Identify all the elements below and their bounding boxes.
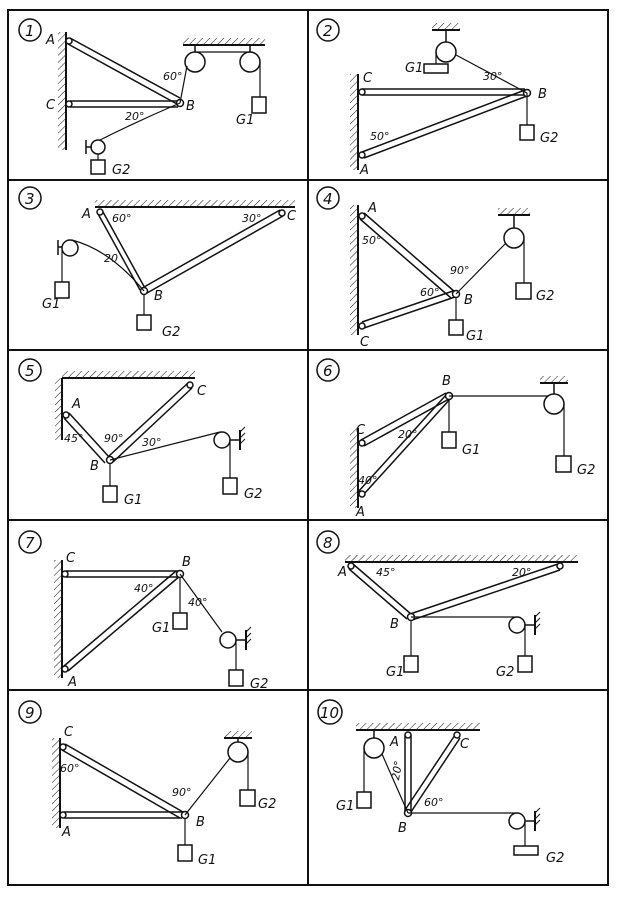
angle-label: 20° [125,110,145,123]
label-b: B [464,293,473,308]
label-g1: G1 [336,799,355,814]
label-g2: G2 [250,677,269,692]
angle-label: 20 [104,252,118,265]
angle-label: 50° [370,130,390,143]
label-g2: G2 [244,487,263,502]
rod-cb [66,571,178,577]
angle-label: 30° [242,212,262,225]
angle-label: 60° [112,212,132,225]
label-b: B [182,555,191,570]
weight-g2 [223,478,237,494]
label-c: C [460,737,470,752]
label-c: C [46,98,56,113]
label-g2: G2 [112,163,131,178]
svg-text:4: 4 [323,190,333,208]
label-b: B [390,617,399,632]
panel-number [19,531,41,553]
label-g2: G2 [258,797,277,812]
panel-number [317,359,339,381]
panel-3 [19,187,297,340]
label-a: A [356,505,365,520]
label-g1: G1 [42,297,61,312]
angle-label: 45° [376,566,396,579]
wall-hatch [58,32,66,150]
label-b: B [538,87,547,102]
angle-label: 90° [104,432,124,445]
weight-g1 [442,432,456,448]
weight-g1 [357,792,371,808]
svg-text:7: 7 [25,534,35,552]
weight-g2 [137,315,151,330]
panel-8 [317,531,578,680]
svg-text:10: 10 [320,704,340,722]
label-a: A [62,825,71,840]
panel-10 [318,700,564,866]
angle-label: 40° [358,474,378,487]
weight-g1 [252,97,266,113]
panel-number [19,19,41,41]
label-b: B [442,374,451,389]
label-g2: G2 [536,289,555,304]
angle-label: 40° [188,596,208,609]
pulley-3 [91,140,105,154]
weight-g2 [229,670,243,686]
panel-number [19,187,41,209]
panel-9 [19,701,276,868]
label-g1: G1 [198,853,217,868]
panel-number [317,187,339,209]
weight-g2 [91,160,105,174]
angle-label: 45° [64,432,84,445]
rod-ab [360,213,455,298]
svg-text:9: 9 [25,704,35,722]
panel-number [317,531,339,553]
angle-label: 50° [362,234,382,247]
label-b: B [186,99,195,114]
rod-ab [362,90,527,158]
panel-4 [317,187,554,350]
label-a: A [46,33,55,48]
svg-text:1: 1 [25,22,35,40]
label-a: A [68,675,77,690]
label-g1: G1 [405,61,424,76]
weight-g2 [518,656,532,672]
label-c: C [197,384,207,399]
panel-6 [317,359,595,520]
hinge-c [66,101,72,107]
angle-label: 90° [172,786,192,799]
panel-5 [19,359,262,508]
panel-number [318,700,342,724]
weight-g1 [449,320,463,335]
label-g2: G2 [577,463,596,478]
label-c: C [356,423,366,438]
label-g1: G1 [386,665,405,680]
hinge-a [66,38,72,44]
label-b: B [90,459,99,474]
rod-cb [362,89,525,95]
label-g1: G1 [466,329,485,344]
label-a: A [72,397,81,412]
svg-text:5: 5 [25,362,35,380]
angle-label: 60° [163,70,183,83]
weight-g1 [173,613,187,629]
rod-cb [62,744,183,818]
label-g2: G2 [162,325,181,340]
label-g1: G1 [462,443,481,458]
weight-g1 [424,64,448,73]
panel-number [19,359,41,381]
label-g1: G1 [152,621,171,636]
label-c: C [64,725,74,740]
label-g2: G2 [496,665,515,680]
angle-label: 30° [483,70,503,83]
weight-g2 [520,125,534,140]
svg-text:8: 8 [323,534,333,552]
label-b: B [196,815,205,830]
label-a: A [338,565,347,580]
weight-g1 [404,656,418,672]
svg-text:2: 2 [323,22,333,40]
angle-label: 20° [512,566,532,579]
label-b: B [154,289,163,304]
weight-g2 [556,456,571,472]
angle-label: 60° [424,796,444,809]
weight-g2 [516,283,531,299]
label-g1: G1 [124,493,143,508]
angle-label: 60° [420,286,440,299]
angle-label: 20° [398,428,418,441]
weight-g1 [55,282,69,298]
angle-label: 40° [134,582,154,595]
angle-label: 90° [450,264,470,277]
rod-ab [64,812,182,818]
angle-label: 20° [389,759,406,782]
weight-g1 [103,486,117,502]
label-a: A [360,163,369,178]
weight-g2 [514,846,538,855]
label-g2: G2 [540,131,559,146]
label-b: B [398,821,407,836]
panel-2 [317,19,558,178]
weight-g2 [240,790,255,806]
label-g1: G1 [236,113,255,128]
angle-label: 60° [60,762,80,775]
label-a: A [82,207,91,222]
rod-ab [405,735,411,812]
label-a: A [390,735,399,750]
pulley-2 [240,52,260,72]
panel-number [19,701,41,723]
label-g2: G2 [546,851,565,866]
rod-b-right [410,564,560,620]
svg-text:3: 3 [25,190,35,208]
pulley-1 [185,52,205,72]
label-c: C [360,335,370,350]
panel-1 [19,19,266,178]
rod-cb [362,291,455,328]
label-a: A [368,201,377,216]
label-c: C [66,551,76,566]
rod-cb [144,210,283,293]
panel-number [317,19,339,41]
svg-text:6: 6 [323,362,333,380]
panel-7 [19,531,268,692]
rod-cb [70,101,178,107]
label-c: C [363,71,373,86]
label-c: C [287,209,297,224]
weight-g1 [178,845,192,861]
angle-label: 30° [142,436,162,449]
